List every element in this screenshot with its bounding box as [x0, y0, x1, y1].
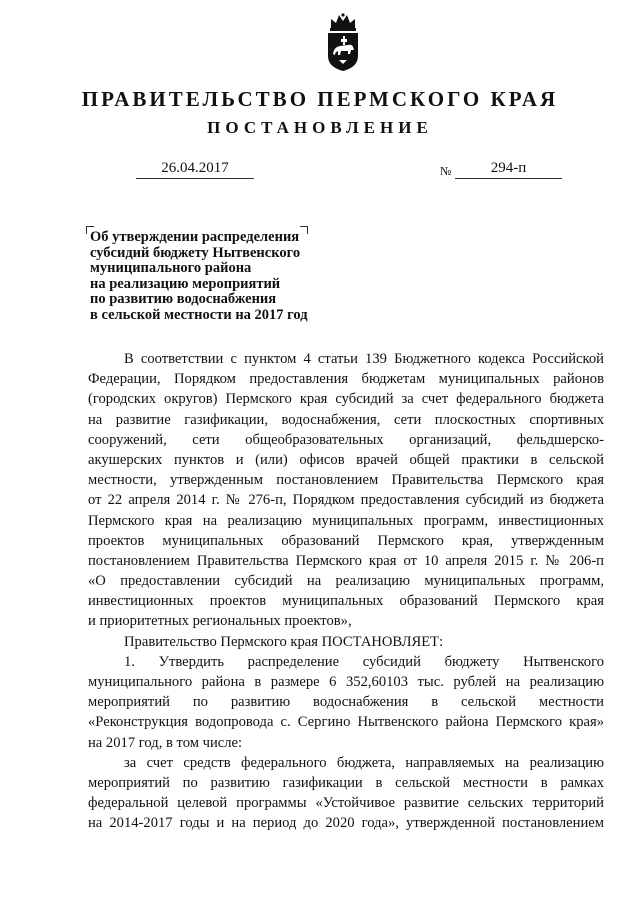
government-title: ПРАВИТЕЛЬСТВО ПЕРМСКОГО КРАЯ — [81, 87, 559, 111]
perm-krai-coat-of-arms-icon — [322, 12, 364, 72]
document-number: 294-п — [455, 160, 562, 179]
document-body — [88, 349, 604, 834]
body-line: федеральной целевой программы «Устойчивое развитие сельских территорий — [88, 795, 604, 812]
body-line: местности, утвержденным постановлением Правительства Пермского края — [88, 472, 604, 489]
body-line: «Реконструкция водопровода с. Сергино Нытвенского района Пермского края» — [88, 714, 604, 731]
body-line: за счет средств федерального бюджета, направляемых на реализацию — [124, 754, 604, 771]
subject-line: муниципального района — [90, 260, 252, 276]
body-line: «О предоставлении субсидий на реализацию муниципальных программ, — [88, 573, 604, 590]
body-line: Федерации, Порядком предоставления бюджетам муниципальных районов — [88, 371, 604, 388]
document-date: 26.04.2017 — [136, 160, 254, 179]
body-line: на 2017 год, в том числе: — [88, 734, 243, 751]
body-line: сооружений, сети общеобразовательных организаций, фельдшерско- — [88, 431, 604, 448]
body-line: В соответствии с пунктом 4 статьи 139 Бюджетного кодекса Российской — [124, 351, 604, 367]
body-line: Правительство Пермского края ПОСТАНОВЛЯЕТ: — [124, 633, 444, 650]
body-line: на 2014-2017 годы и на период до 2020 года», утвержденной постановлением — [88, 815, 604, 832]
body-line: акушерских пунктов и (или) офисов врачей общей практики в сельской — [88, 451, 604, 468]
document-subject — [90, 230, 330, 323]
subject-line: Об утверждении распределения — [90, 229, 300, 245]
body-line: мероприятий по развитию газификации в сельской местности в рамках — [88, 774, 604, 791]
body-line: 1. Утвердить распределение субсидий бюджету Нытвенского — [124, 653, 604, 670]
subject-line: в сельской местности на 2017 год — [90, 306, 308, 323]
subject-line: по развитию водоснабжения — [90, 291, 277, 307]
body-line: и приоритетных региональных проектов», — [88, 613, 352, 630]
number-sign: № — [440, 164, 452, 178]
body-line: на развитие газификации, водоснабжения, сети плоскостных спортивных — [88, 411, 604, 428]
body-line: инвестиционных проектов муниципальных образований Пермского края — [88, 593, 604, 610]
body-line: мероприятий по развитию водоснабжения в сельской местности — [88, 694, 604, 711]
subject-line: на реализацию мероприятий — [90, 275, 281, 292]
body-line: Пермского края на реализацию муниципальных программ, инвестиционных — [88, 512, 604, 529]
body-line: (городских округов) Пермского края субсидий за счет федерального бюджета — [88, 391, 604, 408]
body-line: проектов муниципальных образований Пермского края, утвержденным — [88, 532, 604, 549]
body-line: муниципального района в размере 6 352,60103 тыс. рублей на реализацию — [88, 674, 604, 690]
subject-line: субсидий бюджету Нытвенского — [90, 244, 301, 261]
body-line: от 22 апреля 2014 г. № 276-п, Порядком предоставления субсидий из бюджета — [88, 492, 604, 509]
body-line: постановлением Правительства Пермского края от 10 апреля 2015 г. № 206-п — [88, 552, 604, 569]
document-type: ПОСТАНОВЛЕНИЕ — [207, 118, 433, 137]
